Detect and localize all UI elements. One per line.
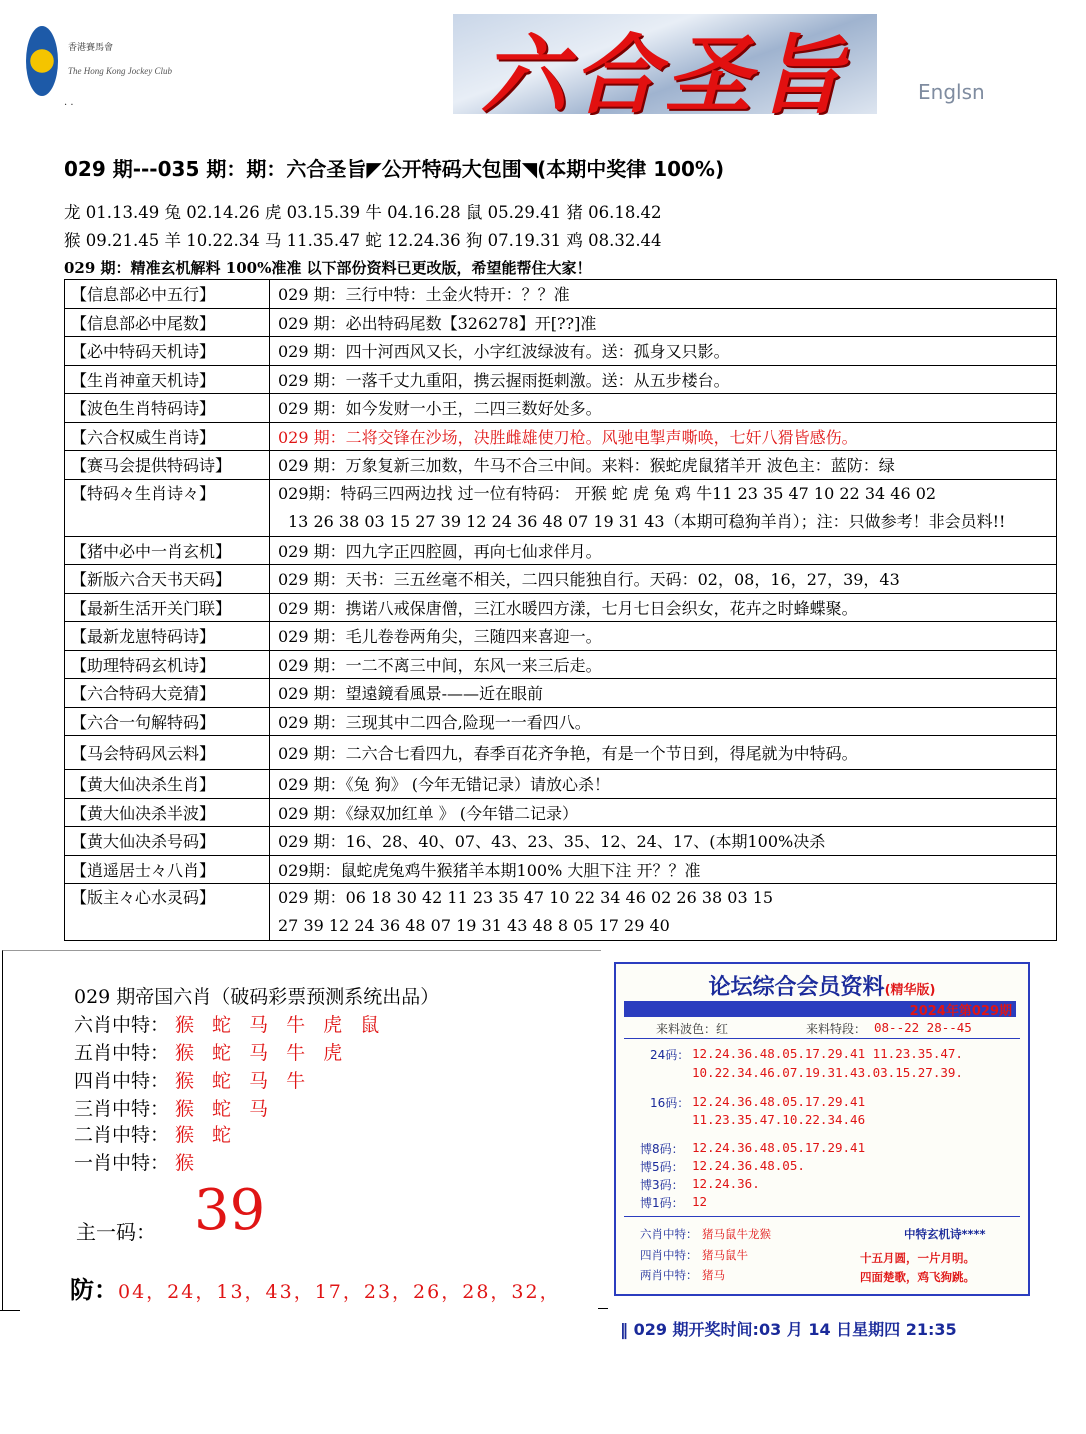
main-code-label: 主一码： (76, 1220, 156, 1244)
row-value: 029 期：望遠鏡看風景-——近在眼前 (270, 679, 1057, 708)
row-value: 029 期：必出特码尾数【326278】开[??]准 (270, 308, 1057, 337)
row-value: 029 期：三行中特：土金火特开：？？准 (270, 280, 1057, 309)
row-key: 【黄大仙决杀生肖】 (65, 770, 270, 799)
row-value (270, 884, 1057, 941)
row-value: 029 期：一二不离三中间，东风一来三后走。 (270, 650, 1057, 679)
row-key-text: 【版主々心水灵码】 (71, 888, 216, 907)
row-value-line-1: 029期：特码三四两边找 过一位有特码： 开猴 蛇 虎 兔 鸡 牛11 23 35 47 10 22 34 46 02 (278, 483, 937, 503)
table-row (65, 736, 1057, 770)
info-table (64, 279, 1057, 941)
bo3-value: 12.24.36. (692, 1176, 760, 1191)
row-key: 【波色生肖特码诗】 (65, 394, 270, 423)
row-key: 【六合一句解特码】 (65, 707, 270, 736)
empire-title: 029 期帝国六肖（破码彩票预测系统出品） (74, 986, 440, 1008)
code24-label: 24码： (650, 1048, 690, 1062)
row-value: 029 期：《绿双加红单 》 (今年错二记录） (270, 798, 1057, 827)
row-value (270, 479, 1057, 536)
row-value: 029 期：一落千丈九重阳，携云握雨挺刺激。送：从五步楼台。 (270, 365, 1057, 394)
row-value-line-2: 27 39 12 24 36 48 07 19 31 43 48 8 05 17 29 40 (278, 916, 670, 935)
table-row (65, 479, 1057, 536)
row-value: 029 期：万象复新三加数，牛马不合三中间。来料：猴蛇虎鼠猪羊开 波色主：蓝防：绿 (270, 451, 1057, 480)
table-row (65, 622, 1057, 651)
table-row (65, 536, 1057, 565)
banner-title: 六合圣旨 (481, 26, 849, 126)
empire-row-value: 猴 (175, 1152, 201, 1174)
empire-row-label: 三肖中特： (74, 1098, 170, 1120)
poem-line-1: 十五月圆，一片月明。 (860, 1251, 975, 1265)
card-info-mid: 来料特段： (806, 1022, 867, 1036)
row-key (65, 884, 270, 941)
jockey-club-logo[interactable] (24, 24, 174, 111)
row-value: 029 期：四九字正四腔圆，再向七仙求伴月。 (270, 536, 1057, 565)
zodiac-line-1: 龙 01.13.49 兔 02.14.26 虎 03.15.39 牛 04.16.28 鼠 05.29.41 猪 06.18.42 (64, 203, 662, 222)
code24-line-2: 10.22.34.46.07.19.31.43.03.15.27.39. (692, 1065, 963, 1080)
row-key: 【黄大仙决杀半波】 (65, 798, 270, 827)
empire-row-value: 猴 蛇 马 (175, 1098, 275, 1120)
row-key: 【必中特码天机诗】 (65, 337, 270, 366)
empire-row-value: 猴 蛇 马 牛 虎 (175, 1042, 349, 1064)
bo8-label: 博8码： (640, 1142, 684, 1156)
divider (624, 1038, 1020, 1039)
table-row (65, 827, 1057, 856)
table-row (65, 365, 1057, 394)
defense-line (70, 1270, 561, 1305)
code16-line-2: 11.23.35.47.10.22.34.46 (692, 1112, 866, 1127)
empire-row-6 (74, 1010, 385, 1037)
table-row (65, 679, 1057, 708)
banner (453, 14, 877, 126)
row-value: 029 期：《兔 狗》 (今年无错记录）请放心杀！ (270, 770, 1057, 799)
divider (598, 1308, 608, 1309)
empire-row-value: 猴 蛇 (175, 1124, 238, 1146)
card-title-text: 论坛综合会员资料 (708, 975, 885, 1000)
bo1-label: 博1码： (640, 1196, 684, 1210)
table-row (65, 422, 1057, 451)
table-row (65, 280, 1057, 309)
jockey-club-emblem-icon (26, 26, 58, 96)
row-value: 029 期：二将交锋在沙场，决胜雌雄使刀枪。风驰电掣声嘶唤，七奸八猾皆感伤。 (270, 422, 1057, 451)
row-value: 029 期：二六合七看四九，春季百花齐争艳，有是一个节日到，得尾就为中特码。 (270, 736, 1057, 770)
poem-line-2: 四面楚歌，鸡飞狗跳。 (860, 1270, 975, 1284)
card-title-tag: (精华版) (884, 983, 936, 998)
card-period: 2024年第029期 (909, 1004, 1012, 1019)
row-value: 029期：鼠蛇虎兔鸡牛猴猪羊本期100% 大胆下注 开？？准 (270, 855, 1057, 884)
main-code: 39 (194, 1178, 266, 1243)
table-row (65, 798, 1057, 827)
empire-row-label: 一肖中特： (74, 1152, 170, 1174)
table-row (65, 337, 1057, 366)
logo-en-text: The Hong Kong Jockey Club (68, 66, 172, 76)
row-key: 【生肖神童天机诗】 (65, 365, 270, 394)
table-row (65, 855, 1057, 884)
card-info-left: 来料波色：红 (656, 1022, 729, 1036)
draw-time: ‖ 029 期开奖时间:03 月 14 日星期四 21:35 (620, 1320, 957, 1339)
row-key: 【最新龙崽特码诗】 (65, 622, 270, 651)
row-key: 【赛马会提供特码诗】 (65, 451, 270, 480)
table-row (65, 770, 1057, 799)
divider (0, 1310, 20, 1311)
table-row (65, 707, 1057, 736)
bo3-label: 博3码： (640, 1178, 684, 1192)
empire-row-5 (74, 1038, 348, 1065)
row-key: 【信息部必中五行】 (65, 280, 270, 309)
empire-row-label: 六肖中特： (74, 1014, 170, 1036)
row-value: 029 期：天书：三五丝毫不相关，二四只能独自行。天码：02，08，16，27，39，43 (270, 565, 1057, 594)
table-row (65, 394, 1057, 423)
code16-line-1: 12.24.36.48.05.17.29.41 (692, 1094, 866, 1109)
row-key: 【新版六合天书天码】 (65, 565, 270, 594)
code24-line-1: 12.24.36.48.05.17.29.41 11.23.35.47. (692, 1046, 963, 1061)
logo-dots: · · (64, 100, 74, 111)
row-value-line-1: 029 期：06 18 30 42 11 23 35 47 10 22 34 46 02 26 38 03 15 (278, 888, 774, 907)
logo-cn-text: 香港賽馬會 (68, 43, 114, 53)
two-label: 两肖中特： (640, 1268, 698, 1282)
bo5-label: 博5码： (640, 1160, 684, 1174)
table-row (65, 884, 1057, 941)
table-row (65, 451, 1057, 480)
bo8-value: 12.24.36.48.05.17.29.41 (692, 1140, 866, 1155)
row-value: 029 期：16、28、40、07、43、23、35、12、24、17、(本期100%决杀 (270, 827, 1057, 856)
row-key: 【马会特码风云料】 (65, 736, 270, 770)
table-row (65, 308, 1057, 337)
empire-row-1 (74, 1148, 200, 1175)
four-value: 猪马鼠牛 (702, 1248, 748, 1262)
row-key: 【猪中必中一肖玄机】 (65, 536, 270, 565)
empire-row-label: 二肖中特： (74, 1124, 170, 1146)
row-value: 029 期：三现其中二四合,险现一一看四八。 (270, 707, 1057, 736)
row-value: 029 期：携诺八戒保唐僧，三江水暖四方漾，七月七日会织女，花卉之时蜂蝶聚。 (270, 593, 1057, 622)
card-info-right: 08--22 28--45 (874, 1020, 972, 1035)
row-value-line-2: 13 26 38 03 15 27 39 12 24 36 48 07 19 31 43（本期可稳狗羊肖）；注：只做参考！非会员料!! (288, 511, 1006, 531)
page-headline: 029 期---035 期：期：六合圣旨◤公开特码大包围◥(本期中奖律 100%) (64, 157, 725, 181)
bo5-value: 12.24.36.48.05. (692, 1158, 805, 1173)
defense-values: 04，24，13，43，17，23，26，28，32， (118, 1281, 561, 1303)
empire-row-label: 四肖中特： (74, 1070, 170, 1092)
six-value: 猪马鼠牛龙猴 (702, 1227, 771, 1241)
row-key: 【助理特码玄机诗】 (65, 650, 270, 679)
zodiac-line-2: 猴 09.21.45 羊 10.22.34 马 11.35.47 蛇 12.24.36 狗 07.19.31 鸡 08.32.44 (64, 231, 662, 250)
row-key: 【信息部必中尾数】 (65, 308, 270, 337)
row-key: 【六合权威生肖诗】 (65, 422, 270, 451)
poem-title: 中特玄机诗**** (904, 1227, 986, 1241)
empire-row-value: 猴 蛇 马 牛 虎 鼠 (175, 1014, 386, 1036)
code16-label: 16码： (650, 1096, 690, 1110)
empire-row-2 (74, 1120, 237, 1147)
row-value: 029 期：如今发财一小王，二四三数好处多。 (270, 394, 1057, 423)
row-value: 029 期：四十河西风又长，小字红波绿波有。送：孤身又只影。 (270, 337, 1057, 366)
empire-row-label: 五肖中特： (74, 1042, 170, 1064)
bo1-value: 12 (692, 1194, 708, 1209)
empire-row-4 (74, 1066, 311, 1093)
divider (624, 1216, 1020, 1217)
row-key: 【最新生活开关门联】 (65, 593, 270, 622)
row-key: 【逍遥居士々八肖】 (65, 855, 270, 884)
table-row (65, 565, 1057, 594)
row-key: 【黄大仙决杀号码】 (65, 827, 270, 856)
table-row (65, 650, 1057, 679)
row-key (65, 479, 270, 536)
member-card (614, 962, 1030, 1296)
six-label: 六肖中特： (640, 1227, 698, 1241)
defense-label: 防： (70, 1275, 118, 1304)
note-line: 029 期：精准玄机解料 100%准准 以下部份资料已更改版，希望能帮住大家！ (64, 259, 592, 277)
row-key-text: 【特码々生肖诗々】 (71, 483, 216, 503)
two-value: 猪马 (702, 1268, 725, 1282)
empire-row-value: 猴 蛇 马 牛 (175, 1070, 312, 1092)
card-title (616, 970, 1028, 1001)
empire-row-3 (74, 1094, 274, 1121)
table-row (65, 593, 1057, 622)
row-key: 【六合特码大竞猜】 (65, 679, 270, 708)
four-label: 四肖中特： (640, 1248, 698, 1262)
row-value: 029 期：毛儿卷卷两角尖，三随四来喜迎一。 (270, 622, 1057, 651)
english-link[interactable]: Englsn (918, 80, 985, 104)
